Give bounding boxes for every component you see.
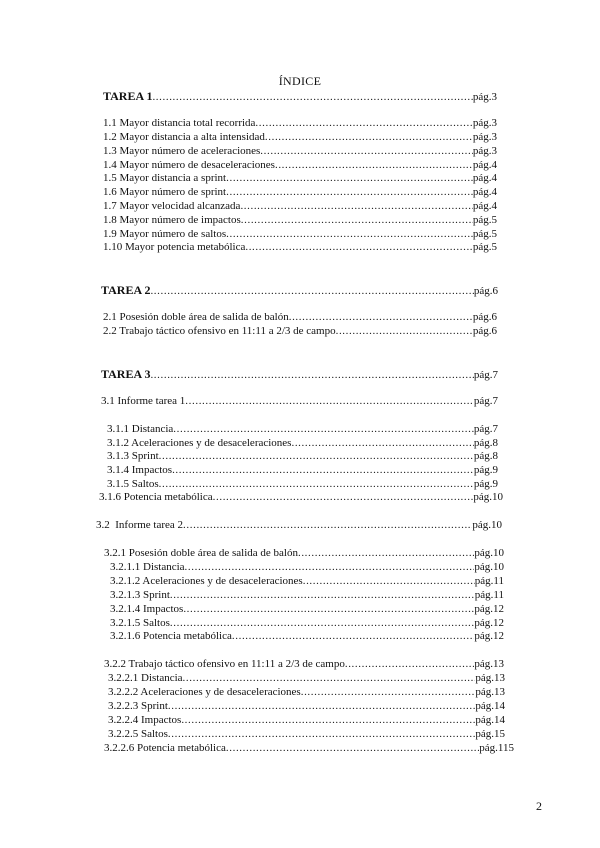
toc-entry-3-2-1-6[interactable] (110, 630, 504, 643)
toc-entry-page: pág.11 (474, 575, 504, 587)
dot-leader (260, 145, 473, 158)
toc-entry-label: 1.9 Mayor número de saltos (103, 228, 227, 240)
toc-entry-3-2-1-2[interactable] (110, 575, 504, 588)
toc-entry-3-2-2[interactable] (104, 658, 504, 671)
toc-entry-3-1-6[interactable] (99, 491, 503, 504)
toc-entry-page: pág.6 (472, 325, 497, 337)
toc-entry-page: pág.10 (474, 561, 504, 573)
dot-leader (168, 728, 475, 741)
toc-entry-label: 3.2.1.3 Sprint (110, 589, 170, 601)
toc-entry-label: 3.2.2.1 Distancia (108, 672, 183, 684)
dot-leader (152, 91, 472, 104)
toc-entry-label: 3.2.2.4 Impactos (108, 714, 182, 726)
toc-entry-page: pág.10 (474, 547, 504, 559)
toc-entry-1-8[interactable] (103, 214, 497, 227)
toc-entry-3-2-2-4[interactable] (108, 714, 505, 727)
toc-entry-label: 1.8 Mayor número de impactos (103, 214, 241, 226)
toc-entry-label: 3.1.3 Sprint (107, 450, 159, 462)
toc-entry-page: pág.12 (474, 603, 504, 615)
toc-entry-page: pág.8 (473, 437, 498, 449)
toc-entry-page: pág.9 (473, 464, 498, 476)
toc-entry-label: 3.2.1.4 Impactos (110, 603, 184, 615)
toc-entry-page: pág.4 (472, 159, 497, 171)
toc-entry-3-2-2-6[interactable] (104, 742, 514, 755)
toc-entry-page: pág.9 (473, 478, 498, 490)
toc-entry-1-5[interactable] (103, 172, 497, 185)
toc-entry-3-1-1[interactable] (107, 423, 498, 436)
dot-leader (173, 423, 474, 436)
toc-entry-1-9[interactable] (103, 228, 497, 241)
dot-leader (159, 478, 474, 491)
dot-leader (303, 575, 475, 588)
toc-entry-3-2[interactable] (96, 519, 502, 532)
dot-leader (150, 285, 473, 298)
toc-entry-3-2-1-3[interactable] (110, 589, 504, 602)
toc-entry-2-1[interactable] (103, 311, 497, 324)
toc-entry-1-3[interactable] (103, 145, 497, 158)
dot-leader (245, 241, 473, 254)
toc-entry-label: 1.5 Mayor distancia a sprint (103, 172, 227, 184)
toc-entry-3-2-1-4[interactable] (110, 603, 504, 616)
toc-entry-page: pág.3 (472, 131, 497, 143)
toc-entry-page: pág.5 (472, 228, 497, 240)
dot-leader (298, 547, 474, 560)
toc-entry-label: 3.2.2.6 Potencia metabólica (104, 742, 226, 754)
toc-entry-label: 1.2 Mayor distancia a alta intensidad (103, 131, 265, 143)
toc-entry-3-1-4[interactable] (107, 464, 498, 477)
toc-entry-label: 3.1.1 Distancia (107, 423, 174, 435)
toc-entry-label: 3.2.1.1 Distancia (110, 561, 185, 573)
toc-entry-label: 3.2 Informe tarea 2 (96, 519, 184, 531)
toc-entry-page: pág.13 (474, 658, 504, 670)
toc-entry-page: pág.12 (474, 617, 504, 629)
dot-leader (265, 131, 473, 144)
toc-entry-label: 3.2.2 Trabajo táctico ofensivo en 11:11 a 2/3 de campo (104, 658, 345, 670)
toc-entry-1-1[interactable] (103, 117, 497, 130)
dot-leader (213, 491, 474, 504)
toc-entry-page: pág.4 (472, 172, 497, 184)
toc-entry-page: pág.13 (475, 672, 505, 684)
toc-entry-page: pág.10 (473, 491, 503, 503)
toc-entry-page: pág.11 (474, 589, 504, 601)
toc-entry-page: pág.10 (472, 519, 502, 531)
toc-entry-label: 1.10 Mayor potencia metabólica (103, 241, 246, 253)
toc-entry-label: 3.1.5 Saltos (107, 478, 159, 490)
toc-entry-2-2[interactable] (103, 325, 497, 338)
dot-leader (232, 630, 474, 643)
dot-leader (240, 200, 472, 213)
toc-entry-page: pág.115 (479, 742, 514, 754)
toc-entry-page: pág.3 (472, 91, 497, 103)
dot-leader (168, 700, 475, 713)
toc-entry-1-6[interactable] (103, 186, 497, 199)
toc-entry-page: pág.3 (472, 117, 497, 129)
toc-entry-3-1-2[interactable] (107, 437, 498, 450)
dot-leader (275, 159, 473, 172)
dot-leader (181, 714, 475, 727)
toc-entry-3-2-1-5[interactable] (110, 617, 504, 630)
toc-entry-page: pág.3 (472, 145, 497, 157)
toc-entry-page: pág.15 (475, 728, 505, 740)
toc-entry-label: 3.2.2.3 Sprint (108, 700, 168, 712)
toc-entry-label: 3.2.1.2 Aceleraciones y de desaceleraciones (110, 575, 303, 587)
toc-entry-label: 3.2.1 Posesión doble área de salida de balón (104, 547, 298, 559)
dot-leader (183, 672, 476, 685)
toc-entry-page: pág.7 (473, 423, 498, 435)
toc-entry-1-10[interactable] (103, 241, 497, 254)
toc-entry-3-1-3[interactable] (107, 450, 498, 463)
dot-leader (159, 450, 474, 463)
toc-entry-label: 3.2.1.6 Potencia metabólica (110, 630, 232, 642)
dot-leader (150, 369, 473, 382)
dot-leader (226, 228, 473, 241)
toc-entry-label: 3.1.6 Potencia metabólica (99, 491, 213, 503)
toc-entry-page: pág.4 (472, 200, 497, 212)
toc-entry-label: TAREA 3 (101, 367, 151, 381)
toc-entry-3-2-2-3[interactable] (108, 700, 505, 713)
toc-entry-page: pág.7 (473, 395, 498, 407)
toc-entry-page: pág.7 (473, 369, 498, 381)
dot-leader (170, 617, 474, 630)
dot-leader (345, 658, 475, 671)
dot-leader (183, 603, 474, 616)
dot-leader (336, 325, 473, 338)
toc-entry-tarea-2[interactable] (101, 284, 498, 298)
dot-leader (255, 117, 472, 130)
toc-entry-page: pág.14 (475, 714, 505, 726)
toc-entry-page: pág.6 (473, 285, 498, 297)
toc-entry-page: pág.5 (472, 214, 497, 226)
toc-entry-label: 2.2 Trabajo táctico ofensivo en 11:11 a 2/3 de campo (103, 325, 336, 337)
toc-entry-label: 3.2.2.5 Saltos (108, 728, 168, 740)
dot-leader (291, 437, 473, 450)
toc-entry-label: 2.1 Posesión doble área de salida de balón (103, 311, 289, 323)
toc-entry-label: 1.7 Mayor velocidad alcanzada (103, 200, 241, 212)
toc-entry-label: TAREA 1 (103, 89, 153, 103)
toc-entry-label: 3.2.1.5 Saltos (110, 617, 170, 629)
toc-entry-page: pág.14 (475, 700, 505, 712)
dot-leader (226, 186, 473, 199)
toc-entry-label: 3.2.2.2 Aceleraciones y de desaceleraciones (108, 686, 301, 698)
dot-leader (185, 395, 474, 408)
toc-entry-page: pág.12 (474, 630, 504, 642)
dot-leader (226, 172, 473, 185)
toc-entry-label: 1.6 Mayor número de sprint (103, 186, 227, 198)
toc-entry-3-2-2-2[interactable] (108, 686, 505, 699)
toc-entry-label: TAREA 2 (101, 283, 151, 297)
toc-entry-3-2-1[interactable] (104, 547, 504, 560)
dot-leader (185, 561, 475, 574)
toc-entry-3-2-1-1[interactable] (110, 561, 504, 574)
toc-entry-1-7[interactable] (103, 200, 497, 213)
dot-leader (301, 686, 476, 699)
dot-leader (170, 589, 475, 602)
toc-entry-label: 1.4 Mayor número de desaceleraciones (103, 159, 275, 171)
toc-entry-label: 3.1.2 Aceleraciones y de desaceleraciones (107, 437, 292, 449)
index-title: ÍNDICE (278, 74, 322, 88)
dot-leader (183, 519, 472, 532)
toc-entry-1-4[interactable] (103, 159, 497, 172)
toc-entry-3-2-2-5[interactable] (108, 728, 505, 741)
toc-entry-3-1[interactable] (101, 395, 498, 408)
toc-entry-page: pág.13 (475, 686, 505, 698)
toc-entry-3-2-2-1[interactable] (108, 672, 505, 685)
toc-entry-label: 1.3 Mayor número de aceleraciones (103, 145, 261, 157)
toc-entry-label: 3.1 Informe tarea 1 (101, 395, 186, 407)
toc-entry-1-2[interactable] (103, 131, 497, 144)
toc-entry-tarea-3[interactable] (101, 368, 498, 382)
toc-entry-page: pág.8 (473, 450, 498, 462)
dot-leader (241, 214, 473, 227)
dot-leader (289, 311, 473, 324)
toc-entry-tarea-1[interactable] (103, 90, 497, 104)
dot-leader (172, 464, 474, 477)
toc-entry-label: 1.1 Mayor distancia total recorrida (103, 117, 256, 129)
page-number: 2 (536, 799, 542, 813)
dot-leader (226, 742, 479, 755)
toc-entry-page: pág.5 (472, 241, 497, 253)
toc-entry-page: pág.6 (472, 311, 497, 323)
toc-entry-3-1-5[interactable] (107, 478, 498, 491)
toc-entry-label: 3.1.4 Impactos (107, 464, 173, 476)
toc-entry-page: pág.4 (472, 186, 497, 198)
